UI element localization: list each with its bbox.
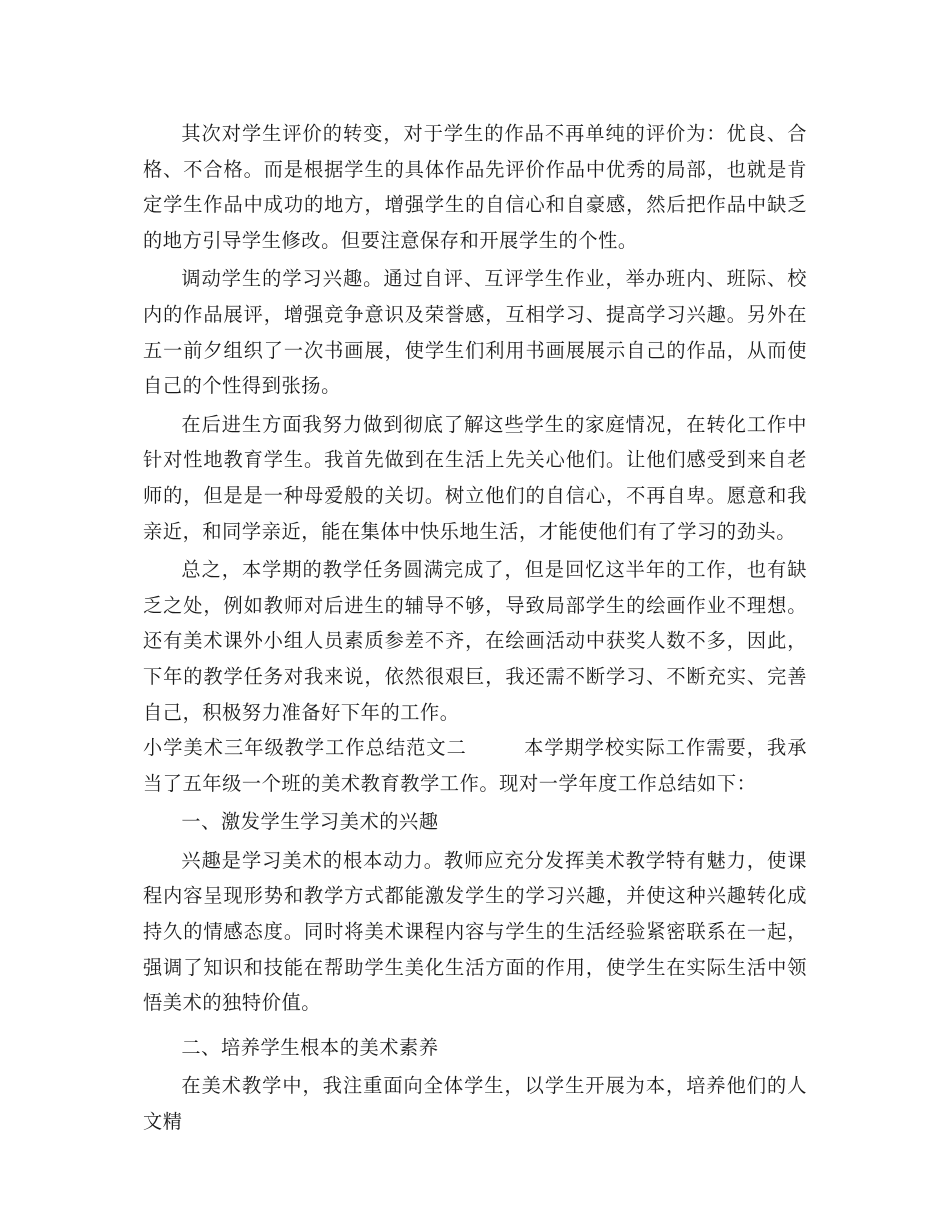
heading-art-literacy: 二、培养学生根本的美术素养 bbox=[181, 1035, 439, 1059]
paragraph-interest-detail: 兴趣是学习美术的根本动力。教师应充分发挥美术教学特有魅力，使课程内容呈现形势和教学方式都能激发学生的学习兴趣，并使这种兴趣转化成持久的情感态度。同时将美术课程内容与学生的生活经验紧密联系在一起，强调了知识和技能在帮助学生美化生活方面的作用，使学生在实际生活中领悟美术的独特价值。 bbox=[143, 848, 807, 1015]
document-body bbox=[143, 116, 807, 1140]
paragraph-art-literacy: 在美术教学中，我注重面向全体学生，以学生开展为本，培养他们的人文精 bbox=[143, 1074, 807, 1134]
section-intro: 本学期学校实际工作需要，我承当了五年级一个班的美术教育教学工作。现对一学年度工作总结如下： bbox=[143, 736, 807, 795]
paragraph-learning-interest: 调动学生的学习兴趣。通过自评、互评学生作业，举办班内、班际、校内的作品展评，增强竞争意识及荣誉感，互相学习、提高学习兴趣。另外在五一前夕组织了一次书画展，使学生们利用书画展展示自己的作品，从而使自己的个性得到张扬。 bbox=[143, 267, 807, 398]
paragraph-student-evaluation: 其次对学生评价的转变，对于学生的作品不再单纯的评价为：优良、合格、不合格。而是根据学生的具体作品先评价作品中优秀的局部，也就是肯定学生作品中成功的地方，增强学生的自信心和自豪感，然后把作品中缺乏的地方引导学生修改。但要注意保存和开展学生的个性。 bbox=[143, 122, 807, 252]
section-title: 小学美术三年级教学工作总结范文二 bbox=[143, 736, 467, 760]
heading-interest: 一、激发学生学习美术的兴趣 bbox=[181, 810, 439, 834]
paragraph-underachievers: 在后进生方面我努力做到彻底了解这些学生的家庭情况，在转化工作中针对性地教育学生。我首先做到在生活上先关心他们。让他们感受到来自老师的，但是是一种母爱般的关切。树立他们的自信心，不再自卑。愿意和我亲近，和同学亲近，能在集体中快乐地生活，才能使他们有了学习的劲头。 bbox=[143, 412, 807, 543]
title-spacer bbox=[467, 736, 524, 759]
section-intro-paragraph bbox=[143, 730, 807, 801]
paragraph-summary: 总之，本学期的教学任务圆满完成了，但是回忆这半年的工作，也有缺乏之处，例如教师对后进生的辅导不够，导致局部学生的绘画作业不理想。还有美术课外小组人员素质参差不齐，在绘画活动中获奖人数不多，因此，下年的教学任务对我来说，依然很艰巨，我还需不断学习、不断充实、完善自己，积极努力准备好下年的工作。 bbox=[143, 558, 807, 724]
